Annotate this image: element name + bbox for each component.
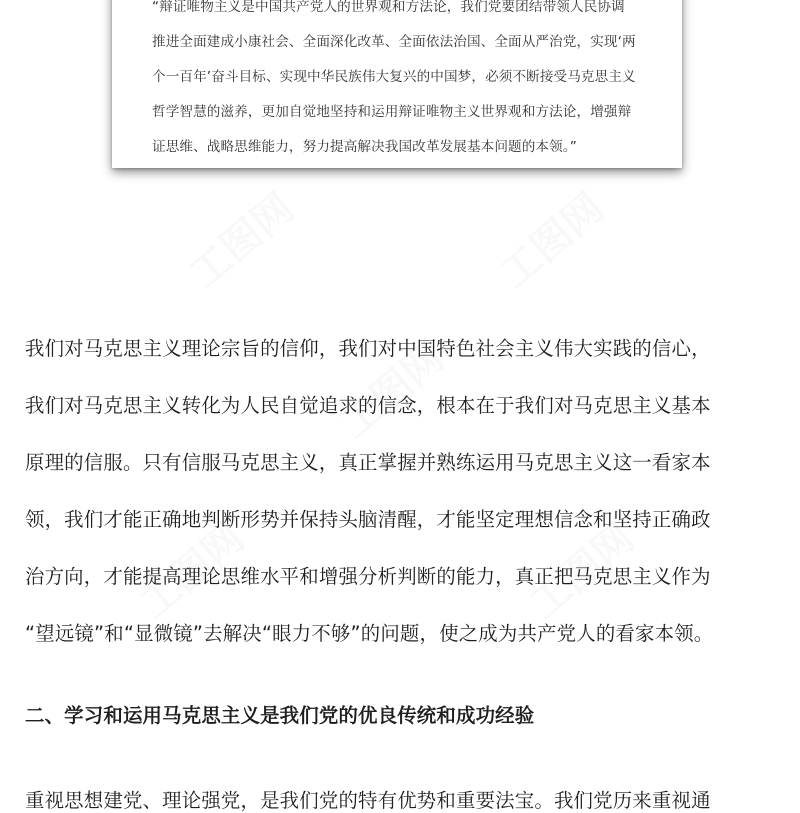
quote-card	[112, 0, 682, 168]
section-heading: 二、学习和运用马克思主义是我们党的优良传统和成功经验	[25, 704, 535, 727]
paragraph-line: 治方向，才能提高理论思维水平和增强分析判断的能力，真正把马克思主义作为	[25, 565, 711, 588]
paragraph-line: 领，我们才能正确地判断形势并保持头脑清醒，才能坚定理想信念和坚持正确政	[25, 508, 711, 531]
paragraph-line: 重视思想建党、理论强党，是我们党的特有优势和重要法宝。我们党历来重视通	[25, 789, 711, 812]
paragraph-line: 我们对马克思主义转化为人民自觉追求的信念，根本在于我们对马克思主义基本	[25, 394, 711, 417]
quote-line: 证思维、战略思维能力，努力提高解决我国改革发展基本问题的本领。”	[152, 139, 577, 155]
paragraph-line: “望远镜”和“显微镜”去解决“眼力不够”的问题，使之成为共产党人的看家本领。	[25, 622, 714, 645]
quote-line: 个一百年’奋斗目标、实现中华民族伟大复兴的中国梦，必须不断接受马克思主义	[152, 69, 636, 85]
watermark: 工图网	[521, 514, 643, 628]
quote-line: 推进全面建成小康社会、全面深化改革、全面依法治国、全面从严治党，实现‘两	[152, 34, 636, 50]
watermark: 工图网	[131, 514, 253, 628]
watermark: 工图网	[491, 184, 613, 298]
paragraph-line: 我们对马克思主义理论宗旨的信仰，我们对中国特色社会主义伟大实践的信心，	[25, 337, 711, 360]
quote-line: 哲学智慧的滋养，更加自觉地坚持和运用辩证唯物主义世界观和方法论，增强辩	[152, 104, 632, 120]
watermark: 工图网	[331, 334, 453, 448]
paragraph-line: 原理的信服。只有信服马克思主义，真正掌握并熟练运用马克思主义这一看家本	[25, 451, 711, 474]
watermark: 工图网	[181, 184, 303, 298]
quote-line: “辩证唯物主义是中国共产党人的世界观和方法论，我们党要团结带领人民协调	[152, 0, 625, 15]
